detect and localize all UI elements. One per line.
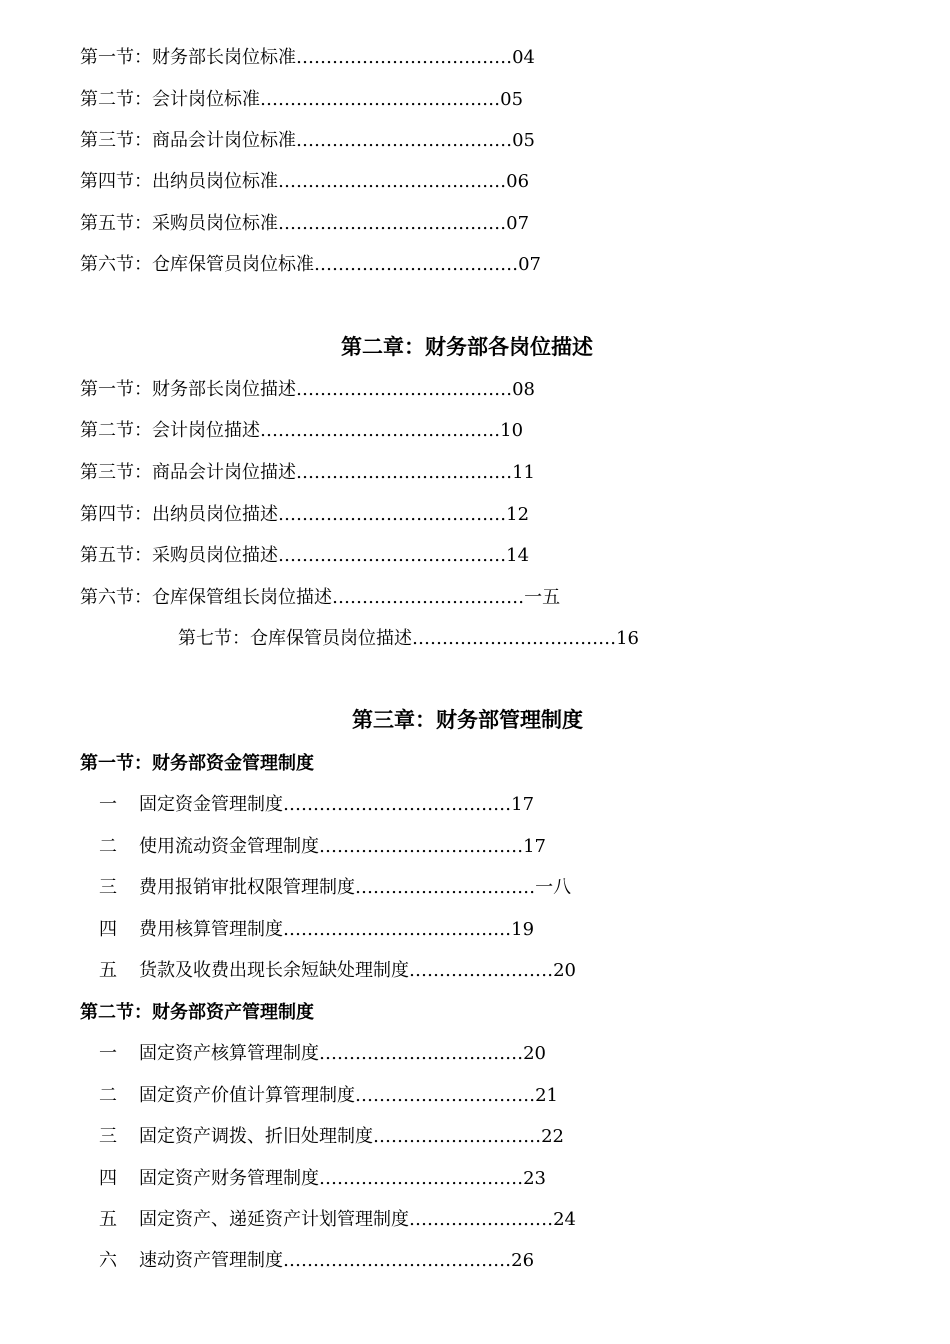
toc-entry-title: 第二节：会计岗位描述 bbox=[80, 420, 260, 441]
toc-leader-dots: ‥‥‥‥‥‥‥‥‥‥‥‥‥‥‥‥ bbox=[332, 587, 525, 608]
toc-entry-title: 货款及收费出现长余短缺处理制度 bbox=[139, 960, 409, 981]
toc-entry bbox=[80, 129, 535, 153]
toc-entry-title: 第二节：会计岗位标准 bbox=[80, 89, 260, 110]
toc-entry-title: 第六节：仓库保管组长岗位描述 bbox=[80, 587, 332, 608]
section-heading: 第一节：财务部资金管理制度 bbox=[80, 753, 314, 774]
toc-leader-dots: ‥‥‥‥‥‥‥‥‥‥‥‥‥‥‥‥‥‥‥ bbox=[278, 504, 507, 525]
toc-entry bbox=[80, 544, 529, 568]
toc-page-number: 21 bbox=[535, 1085, 558, 1106]
item-number: 五 bbox=[99, 960, 117, 981]
toc-entry bbox=[80, 46, 535, 70]
chapter-heading: 第二章：财务部各岗位描述 bbox=[341, 334, 593, 359]
toc-leader-dots: ‥‥‥‥‥‥‥‥‥‥‥‥‥‥‥‥‥‥ bbox=[296, 379, 513, 400]
toc-page-number: 17 bbox=[511, 794, 535, 815]
toc-page-number: 07 bbox=[506, 213, 530, 234]
toc-leader-dots: ‥‥‥‥‥‥‥‥‥‥‥‥‥‥‥‥‥‥‥ bbox=[278, 171, 507, 192]
toc-entry-title: 第三节：商品会计岗位描述 bbox=[80, 462, 296, 483]
toc-leader-dots: ‥‥‥‥‥‥‥‥‥‥‥‥‥‥‥‥‥‥‥ bbox=[283, 919, 512, 940]
toc-leader-dots: ‥‥‥‥‥‥‥‥‥‥‥‥‥‥‥‥‥ bbox=[412, 628, 617, 649]
toc-page-number: 24 bbox=[553, 1209, 576, 1230]
toc-page-number: 19 bbox=[511, 919, 535, 940]
toc-item bbox=[99, 1125, 564, 1149]
toc-leader-dots: ‥‥‥‥‥‥‥‥‥‥‥‥‥‥‥‥‥‥‥ bbox=[278, 545, 507, 566]
toc-entry-title: 固定资产价值计算管理制度 bbox=[139, 1085, 355, 1106]
toc-page-number: 一五 bbox=[524, 587, 561, 608]
toc-page-number: 05 bbox=[500, 89, 524, 110]
toc-page-number: 一八 bbox=[535, 877, 572, 898]
toc-page-number: 11 bbox=[512, 462, 536, 483]
toc-entry bbox=[80, 586, 560, 610]
toc-entry bbox=[80, 378, 535, 402]
toc-entry-title: 使用流动资金管理制度 bbox=[139, 836, 319, 857]
toc-item bbox=[99, 1042, 546, 1066]
toc-page-number: 10 bbox=[500, 420, 524, 441]
toc-entry bbox=[178, 627, 639, 651]
toc-page-number: 08 bbox=[512, 379, 536, 400]
toc-entry-title: 第一节：财务部长岗位标准 bbox=[80, 47, 296, 68]
toc-page-number: 14 bbox=[506, 545, 530, 566]
toc-leader-dots: ‥‥‥‥‥‥‥‥‥‥‥‥‥‥‥‥‥‥ bbox=[296, 462, 513, 483]
toc-entry-title: 固定资产调拨、折旧处理制度 bbox=[139, 1126, 373, 1147]
toc-item bbox=[99, 1208, 576, 1232]
item-number: 六 bbox=[99, 1250, 117, 1271]
toc-entry-title: 固定资产财务管理制度 bbox=[139, 1168, 319, 1189]
toc-leader-dots: ‥‥‥‥‥‥‥‥‥‥‥‥‥‥‥‥‥‥‥‥ bbox=[260, 420, 501, 441]
toc-page-number: 05 bbox=[512, 130, 536, 151]
toc-entry bbox=[80, 461, 535, 485]
item-number: 五 bbox=[99, 1209, 117, 1230]
toc-page-number: 06 bbox=[506, 171, 530, 192]
toc-page-number: 23 bbox=[523, 1168, 547, 1189]
item-number: 二 bbox=[99, 836, 117, 857]
toc-entry bbox=[80, 503, 529, 527]
toc-entry bbox=[80, 253, 541, 277]
toc-page-number: 07 bbox=[518, 254, 542, 275]
toc-entry-title: 速动资产管理制度 bbox=[139, 1250, 283, 1271]
toc-leader-dots: ‥‥‥‥‥‥‥‥‥‥‥‥‥‥‥‥‥‥‥ bbox=[278, 213, 507, 234]
toc-entry-title: 费用报销审批权限管理制度 bbox=[139, 877, 355, 898]
toc-entry bbox=[80, 170, 529, 194]
item-number: 一 bbox=[99, 794, 117, 815]
toc-entry-title: 第三节：商品会计岗位标准 bbox=[80, 130, 296, 151]
toc-leader-dots: ‥‥‥‥‥‥‥‥‥‥‥‥‥‥‥ bbox=[355, 877, 536, 898]
toc-item bbox=[99, 1084, 558, 1108]
toc-leader-dots: ‥‥‥‥‥‥‥‥‥‥‥‥‥‥‥‥‥ bbox=[319, 1043, 524, 1064]
toc-leader-dots: ‥‥‥‥‥‥‥‥‥‥‥‥ bbox=[409, 1209, 554, 1230]
toc-entry-title: 固定资产、递延资产计划管理制度 bbox=[139, 1209, 409, 1230]
toc-item bbox=[99, 835, 546, 859]
toc-page-number: 17 bbox=[523, 836, 547, 857]
toc-entry-title: 第七节：仓库保管员岗位描述 bbox=[178, 628, 412, 649]
toc-item bbox=[99, 1167, 546, 1191]
toc-entry-title: 固定资金管理制度 bbox=[139, 794, 283, 815]
section-heading: 第二节：财务部资产管理制度 bbox=[80, 1002, 314, 1023]
item-number: 三 bbox=[99, 1126, 117, 1147]
toc-leader-dots: ‥‥‥‥‥‥‥‥‥‥‥‥ bbox=[409, 960, 554, 981]
toc-entry-title: 第四节：出纳员岗位标准 bbox=[80, 171, 278, 192]
toc-leader-dots: ‥‥‥‥‥‥‥‥‥‥‥‥‥‥‥‥‥‥ bbox=[296, 130, 513, 151]
item-number: 二 bbox=[99, 1085, 117, 1106]
toc-leader-dots: ‥‥‥‥‥‥‥‥‥‥‥‥‥‥‥‥‥‥ bbox=[296, 47, 513, 68]
toc-leader-dots: ‥‥‥‥‥‥‥‥‥‥‥‥‥‥‥‥‥ bbox=[314, 254, 519, 275]
toc-entry-title: 第四节：出纳员岗位描述 bbox=[80, 504, 278, 525]
toc-entry-title: 第一节：财务部长岗位描述 bbox=[80, 379, 296, 400]
toc-page-number: 12 bbox=[506, 504, 530, 525]
toc-leader-dots: ‥‥‥‥‥‥‥‥‥‥‥‥‥‥‥‥‥ bbox=[319, 836, 524, 857]
toc-item bbox=[99, 1249, 534, 1273]
toc-page-number: 22 bbox=[541, 1126, 564, 1147]
toc-leader-dots: ‥‥‥‥‥‥‥‥‥‥‥‥‥‥‥ bbox=[355, 1085, 536, 1106]
toc-leader-dots: ‥‥‥‥‥‥‥‥‥‥‥‥‥‥‥‥‥‥‥‥ bbox=[260, 89, 501, 110]
toc-item bbox=[99, 918, 534, 942]
toc-entry bbox=[80, 88, 523, 112]
toc-leader-dots: ‥‥‥‥‥‥‥‥‥‥‥‥‥‥‥‥‥‥‥ bbox=[283, 1250, 512, 1271]
toc-page-number: 20 bbox=[523, 1043, 547, 1064]
toc-entry-title: 第五节：采购员岗位标准 bbox=[80, 213, 278, 234]
toc-entry-title: 第六节：仓库保管员岗位标准 bbox=[80, 254, 314, 275]
toc-item bbox=[99, 876, 571, 900]
toc-page-number: 20 bbox=[553, 960, 576, 981]
toc-page-number: 04 bbox=[512, 47, 536, 68]
toc-leader-dots: ‥‥‥‥‥‥‥‥‥‥‥‥‥‥‥‥‥‥‥ bbox=[283, 794, 512, 815]
toc-entry-title: 第五节：采购员岗位描述 bbox=[80, 545, 278, 566]
toc-item bbox=[99, 959, 576, 983]
item-number: 四 bbox=[99, 919, 117, 940]
chapter-heading: 第三章：财务部管理制度 bbox=[352, 707, 583, 732]
toc-item bbox=[99, 793, 534, 817]
item-number: 一 bbox=[99, 1043, 117, 1064]
toc-entry bbox=[80, 419, 523, 443]
item-number: 三 bbox=[99, 877, 117, 898]
toc-entry bbox=[80, 212, 529, 236]
toc-page-number: 16 bbox=[616, 628, 640, 649]
item-number: 四 bbox=[99, 1168, 117, 1189]
toc-entry-title: 固定资产核算管理制度 bbox=[139, 1043, 319, 1064]
toc-leader-dots: ‥‥‥‥‥‥‥‥‥‥‥‥‥‥‥‥‥ bbox=[319, 1168, 524, 1189]
toc-page-number: 26 bbox=[511, 1250, 535, 1271]
toc-leader-dots: ‥‥‥‥‥‥‥‥‥‥‥‥‥‥ bbox=[373, 1126, 542, 1147]
toc-entry-title: 费用核算管理制度 bbox=[139, 919, 283, 940]
